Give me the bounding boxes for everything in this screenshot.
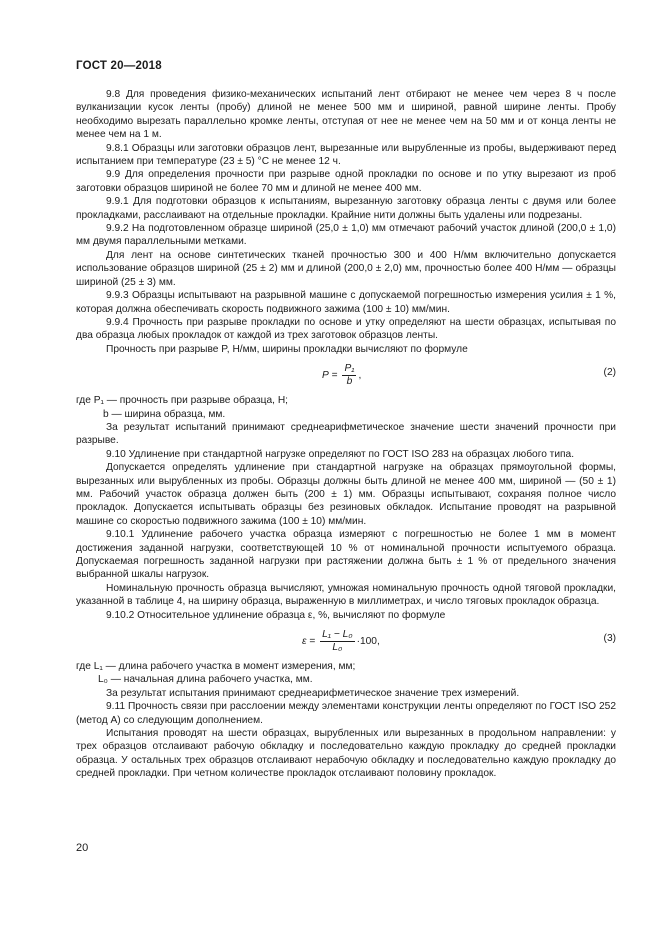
paragraph-9-10-1: 9.10.1 Удлинение рабочего участка образца измеряют с погрешностью не более 1 мм в момент достижения заданной нагрузки, соответствующей 10 % от номинальной прочности испытуемого образца. Допускаемая погрешность заданной нагрузки при растяжении должна быть ± 1 % от предельного значения выбранной шкалы нагрузок. (76, 529, 616, 581)
formula-3 (76, 625, 616, 655)
paragraph-9-9-2: 9.9.2 На подготовленном образце шириной (25,0 ± 1,0) мм отмечают рабочий участок длиной (200,0 ± 1,0) мм двумя параллельными метками. (76, 223, 616, 248)
formula-2-denominator: b (346, 376, 353, 388)
paragraph-result-1: За результат испытаний принимают среднеарифметическое значение шести значений прочности при разрыве. (76, 421, 616, 447)
formula-3-denominator: L₀ (332, 642, 343, 654)
formula-2 (76, 359, 616, 389)
document-body (76, 88, 616, 781)
formula-2-number: (2) (603, 367, 616, 379)
formula-3-legend (76, 660, 616, 687)
formula-3-number: (3) (603, 633, 616, 645)
paragraph-9-9-2-note: Для лент на основе синтетических тканей прочностью 300 и 400 Н/мм включительно допускается использование образцов шириной (25 ± 2) мм и длиной (200,0 ± 2,0) мм, прочностью более 400 Н/мм — образцы шириной (25 ± 3) мм. (76, 249, 616, 288)
paragraph-9-11-note: Испытания проводят на шести образцах, вырубленных или вырезанных в продольном направлении: у трех образцов отслаивают рабочую обкладку и последовательно каждую прокладку до средней прокладки образца. У остальных трех образцов отслаивают нерабочую обкладку и последовательно каждую прокладку до средней прокладки. При четном количестве прокладок отслаивают половину прокладок. (76, 728, 616, 780)
legend-p1: где P₁ — прочность при разрыве образца, Н; (76, 395, 289, 407)
formula-2-legend (76, 394, 616, 421)
legend-b: b — ширина образца, мм. (103, 408, 226, 420)
formula-3-tail: ·100, (356, 636, 380, 648)
paragraph-9-10-2: 9.10.2 Относительное удлинение образца ε, %, вычисляют по формуле (106, 609, 446, 621)
paragraph-9-9-1: 9.9.1 Для подготовки образцов к испытаниям, вырезанную заготовку образца ленты с двумя или более прокладками, расслаивают на отдельные прокладки. Крайние нити должны быть удалены или подрезаны. (76, 196, 616, 221)
document-header: ГОСТ 20—2018 (76, 60, 162, 72)
formula-2-fraction (342, 363, 356, 388)
paragraph-9-9: 9.9 Для определения прочности при разрыве одной прокладки по основе и по утку вырезают из проб заготовки образцов шириной не более 70 мм и длиной не менее 400 мм. (76, 169, 616, 194)
formula-3-numerator: L₁ − L₀ (322, 629, 353, 641)
formula-2-tail: , (358, 370, 362, 382)
page-number: 20 (76, 842, 89, 854)
paragraph-result-2: За результат испытания принимают среднеарифметическое значение трех измерений. (106, 687, 520, 699)
formula-2-numerator: P₁ (344, 363, 355, 375)
paragraph-9-9-4-formula-intro: Прочность при разрыве P, Н/мм, ширины прокладки вычисляют по формуле (106, 343, 468, 355)
paragraph-9-10-note: Допускается определять удлинение при стандартной нагрузке на образцах прямоугольной формы, вырезанных или вырубленных из пробы. Образцы должны быть длиной не менее 400 мм, шириной — (50 ± 1) мм. Рабочий участок образца должен быть (200 ± 1) мм. Образцы испытывают, сохраняя полное число прокладок. Допускается испытывать образцы без резиновых обкладок. Испытание проводят на разрывной машине со скоростью подвижного зажима (100 ± 10) мм/мин. (76, 462, 616, 527)
formula-2-eq: = (331, 370, 338, 382)
paragraph-9-11: 9.11 Прочность связи при расслоении между элементами конструкции ленты определяют по ГОСТ ISO 252 (метод А) со следующим дополнением. (76, 701, 616, 726)
formula-2-lhs: P (322, 370, 329, 382)
paragraph-9-9-4: 9.9.4 Прочность при разрыве прокладки по основе и утку определяют на шести образцах, испытывая по два образца любых прокладок от каждой из трех заготовок образцов ленты. (76, 316, 616, 342)
paragraph-9-8: 9.8 Для проведения физико-механических испытаний лент отбирают не менее чем через 8 ч после вулканизации кусок ленты (пробу) длиной не менее 500 мм и шириной, равной ширине ленты. Пробу необходимо вырезать параллельно кромке ленты, отступая от нее не менее чем на 50 мм и от конца ленты не менее чем на 1 м. (76, 89, 616, 141)
paragraph-9-10-1-note: Номинальную прочность образца вычисляют, умножая номинальную прочность одной тяговой прокладки, указанной в таблице 4, на ширину образца, выраженную в миллиметрах, и число тяговых прокладок образца. (76, 582, 616, 608)
formula-3-eq: = (309, 636, 316, 648)
paragraph-9-10: 9.10 Удлинение при стандартной нагрузке определяют по ГОСТ ISO 283 на образцах любого типа. (106, 448, 575, 460)
paragraph-9-9-3: 9.9.3 Образцы испытывают на разрывной машине с допускаемой погрешностью измерения усилия ± 1 %, которая должна обеспечивать скорость подвижного зажима (100 ± 10) мм/мин. (76, 290, 616, 315)
legend-l0: L₀ — начальная длина рабочего участка, мм. (98, 674, 313, 686)
formula-3-lhs: ε (302, 636, 307, 648)
formula-3-fraction (320, 629, 354, 654)
legend-l1: где L₁ — длина рабочего участка в момент измерения, мм; (76, 661, 356, 673)
paragraph-9-8-1: 9.8.1 Образцы или заготовки образцов лент, вырезанные или вырубленные из пробы, выдерживают перед испытанием при температуре (23 ± 5) °С не менее 12 ч. (76, 142, 616, 168)
